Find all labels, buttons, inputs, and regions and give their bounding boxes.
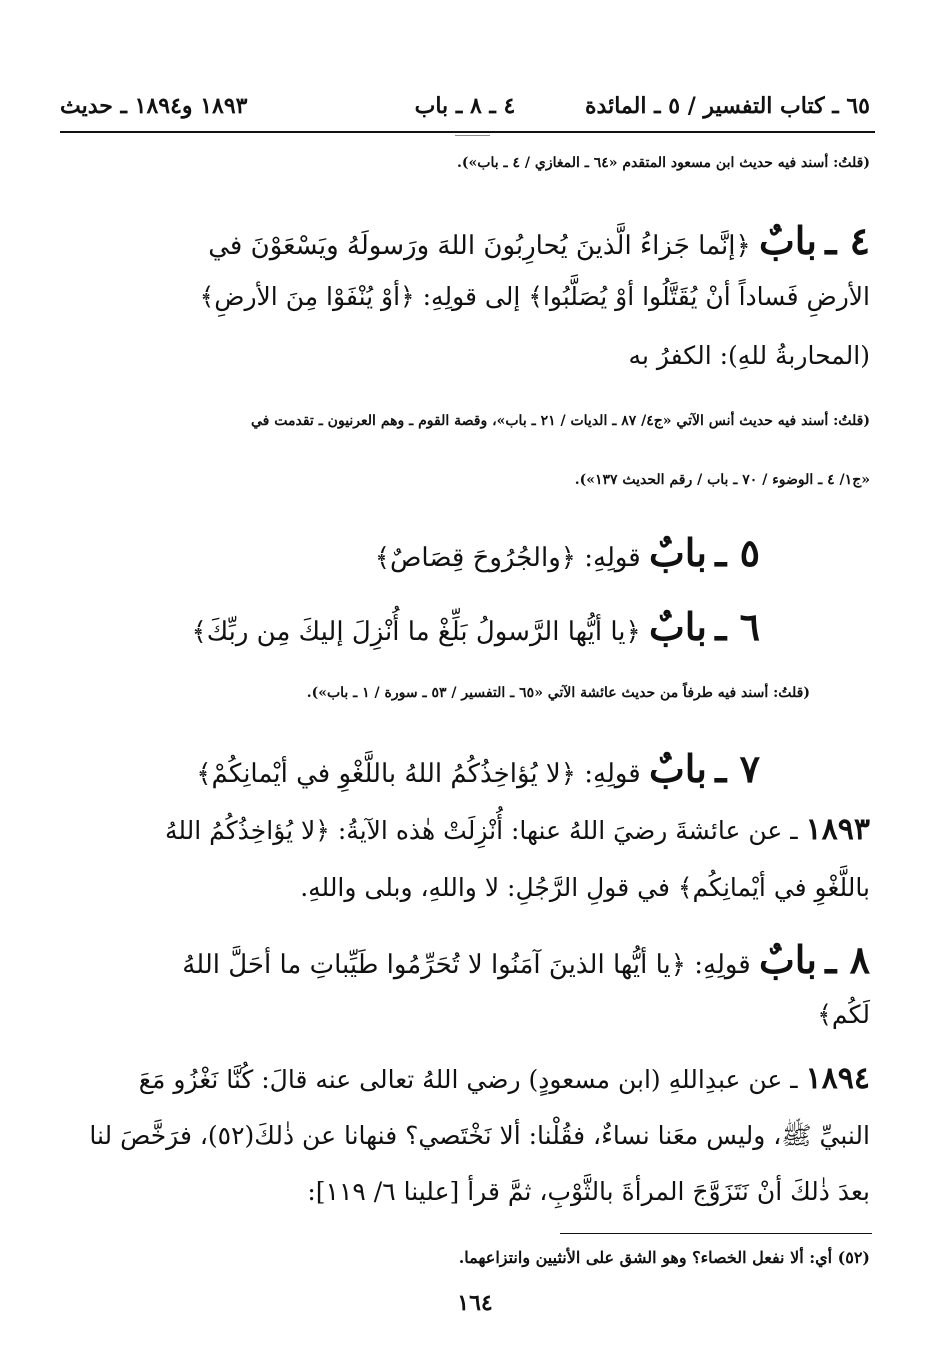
- hadith-1894-line2: النبيِّ ﷺ، وليس معَنا نساءٌ، فقُلْنا: ألا نَخْتَصي؟ فنهانا عن ذٰلكَ(٥٢)، فرَخَّصَ لنا: [89, 1121, 870, 1150]
- bab-5-word: بابٌ: [649, 530, 707, 575]
- bab-4-verse-line2: الأرضِ فَساداً أنْ يُقَتَّلُوا أوْ يُصَلَّبُوا﴾ إلى قولِهِ: ﴿أوْ يُنْفَوْا مِنَ الأرضِ﴾: [199, 282, 870, 311]
- bab-7-word: بابٌ: [649, 746, 707, 791]
- bab-8-word: بابٌ: [759, 937, 817, 982]
- bab-6-word: بابٌ: [649, 604, 707, 649]
- bab-6-heading: [60, 604, 760, 649]
- header-hadith-range: ١٨٩٣ و١٨٩٤ ـ حديث: [60, 93, 248, 119]
- running-header: [60, 86, 870, 126]
- bab-5-text: قولِهِ: ﴿والجُرُوحَ قِصَاصٌ﴾: [374, 543, 641, 573]
- editor-note-2-line2: «ج١/ ٤ ـ الوضوء / ٧٠ ـ باب / رقم الحديث ١٣٧»).: [574, 472, 870, 488]
- hadith-1894-line1: [60, 1061, 870, 1096]
- bab-6-text: ﴿يا أيُّها الرَّسولُ بَلِّغْ ما أُنْزِلَ إليكَ مِن ربِّكَ﴾: [191, 617, 641, 647]
- hadith-1893-text1: ـ عن عائشةَ رضيَ اللهُ عنها: أُنْزِلَتْ هٰذه الآيةُ: ﴿لا يُؤاخِذُكُمُ اللهُ: [164, 816, 798, 845]
- bab-4-number: ٤ ـ: [825, 218, 870, 263]
- hadith-1894-number: ١٨٩٤: [805, 1061, 870, 1096]
- bab-8-heading: [60, 937, 870, 982]
- hadith-1893-line2: باللَّغْوِ في أيْمانِكُم﴾ في قولِ الرَّجُلِ: لا واللهِ، وبلى واللهِ.: [300, 873, 870, 902]
- bab-4-heading: [60, 218, 870, 263]
- bab-4-word: بابٌ: [759, 218, 817, 263]
- hadith-1894-line3: بعدَ ذٰلكَ أنْ نَتَزَوَّجَ المرأةَ بالثَّوْبِ، ثمَّ قرأ [علينا ٦/ ١١٩]:: [307, 1177, 870, 1206]
- bab-7-text: قولِهِ: ﴿لا يُؤاخِذُكُمُ اللهُ باللَّغْوِ في أيْمانِكُمْ﴾: [196, 759, 641, 789]
- bab-8-text1: قولِهِ: ﴿يا أيُّها الذينَ آمَنُوا لا تُحَرِّمُوا طَيِّباتِ ما أحَلَّ اللهُ: [182, 950, 751, 980]
- header-chapter: ٦٥ ـ كتاب التفسير / ٥ ـ المائدة: [585, 93, 870, 119]
- editor-note-2-line1: (قلتُ: أسند فيه حديث أنس الآتي «ج٤/ ٨٧ ـ الديات / ٢١ ـ باب»، وقصة القوم ـ وهم العرنيون ـ تقدمت في: [251, 413, 870, 429]
- page-number: ١٦٤: [457, 1290, 493, 1316]
- hadith-1894-text1: ـ عن عبدِاللهِ (ابن مسعودٍ) رضي اللهُ تعالى عنه قالَ: كُنَّا نَغْزُو مَعَ: [138, 1065, 798, 1094]
- header-rule: [60, 131, 875, 133]
- hadith-1893-line1: [60, 812, 870, 847]
- bab-6-number: ٦ ـ: [715, 604, 760, 649]
- header-section: ٤ ـ ٨ ـ باب: [414, 93, 516, 119]
- header-rule-mark: [455, 135, 490, 136]
- bab-8-text2: لَكُم﴾: [817, 1000, 870, 1029]
- bab-4-commentary: (المحاربةُ للهِ): الكفرُ به: [628, 341, 870, 370]
- hadith-1893-number: ١٨٩٣: [805, 812, 870, 847]
- editor-note-3: (قلتُ: أسند فيه طرفاً من حديث عائشة الآتي «٦٥ ـ التفسير / ٥٣ ـ سورة / ١ ـ باب»).: [306, 685, 810, 701]
- editor-note-1: (قلتُ: أسند فيه حديث ابن مسعود المتقدم «٦٤ ـ المغازي / ٤ ـ باب»).: [457, 155, 870, 171]
- bab-5-number: ٥ ـ: [715, 530, 760, 575]
- footnote-52: (٥٢) أي: ألا نفعل الخصاء؟ وهو الشق على الأنثيين وانتزاعهما.: [458, 1248, 870, 1267]
- bab-5-heading: [60, 530, 760, 575]
- bab-8-number: ٨ ـ: [825, 937, 870, 982]
- bab-7-heading: [60, 746, 760, 791]
- bab-7-number: ٧ ـ: [715, 746, 760, 791]
- footnote-rule: [560, 1233, 872, 1234]
- bab-4-verse-line1: ﴿إنَّما جَزاءُ الَّذينَ يُحارِبُونَ اللهَ ورَسولَهُ ويَسْعَوْنَ في: [208, 231, 751, 261]
